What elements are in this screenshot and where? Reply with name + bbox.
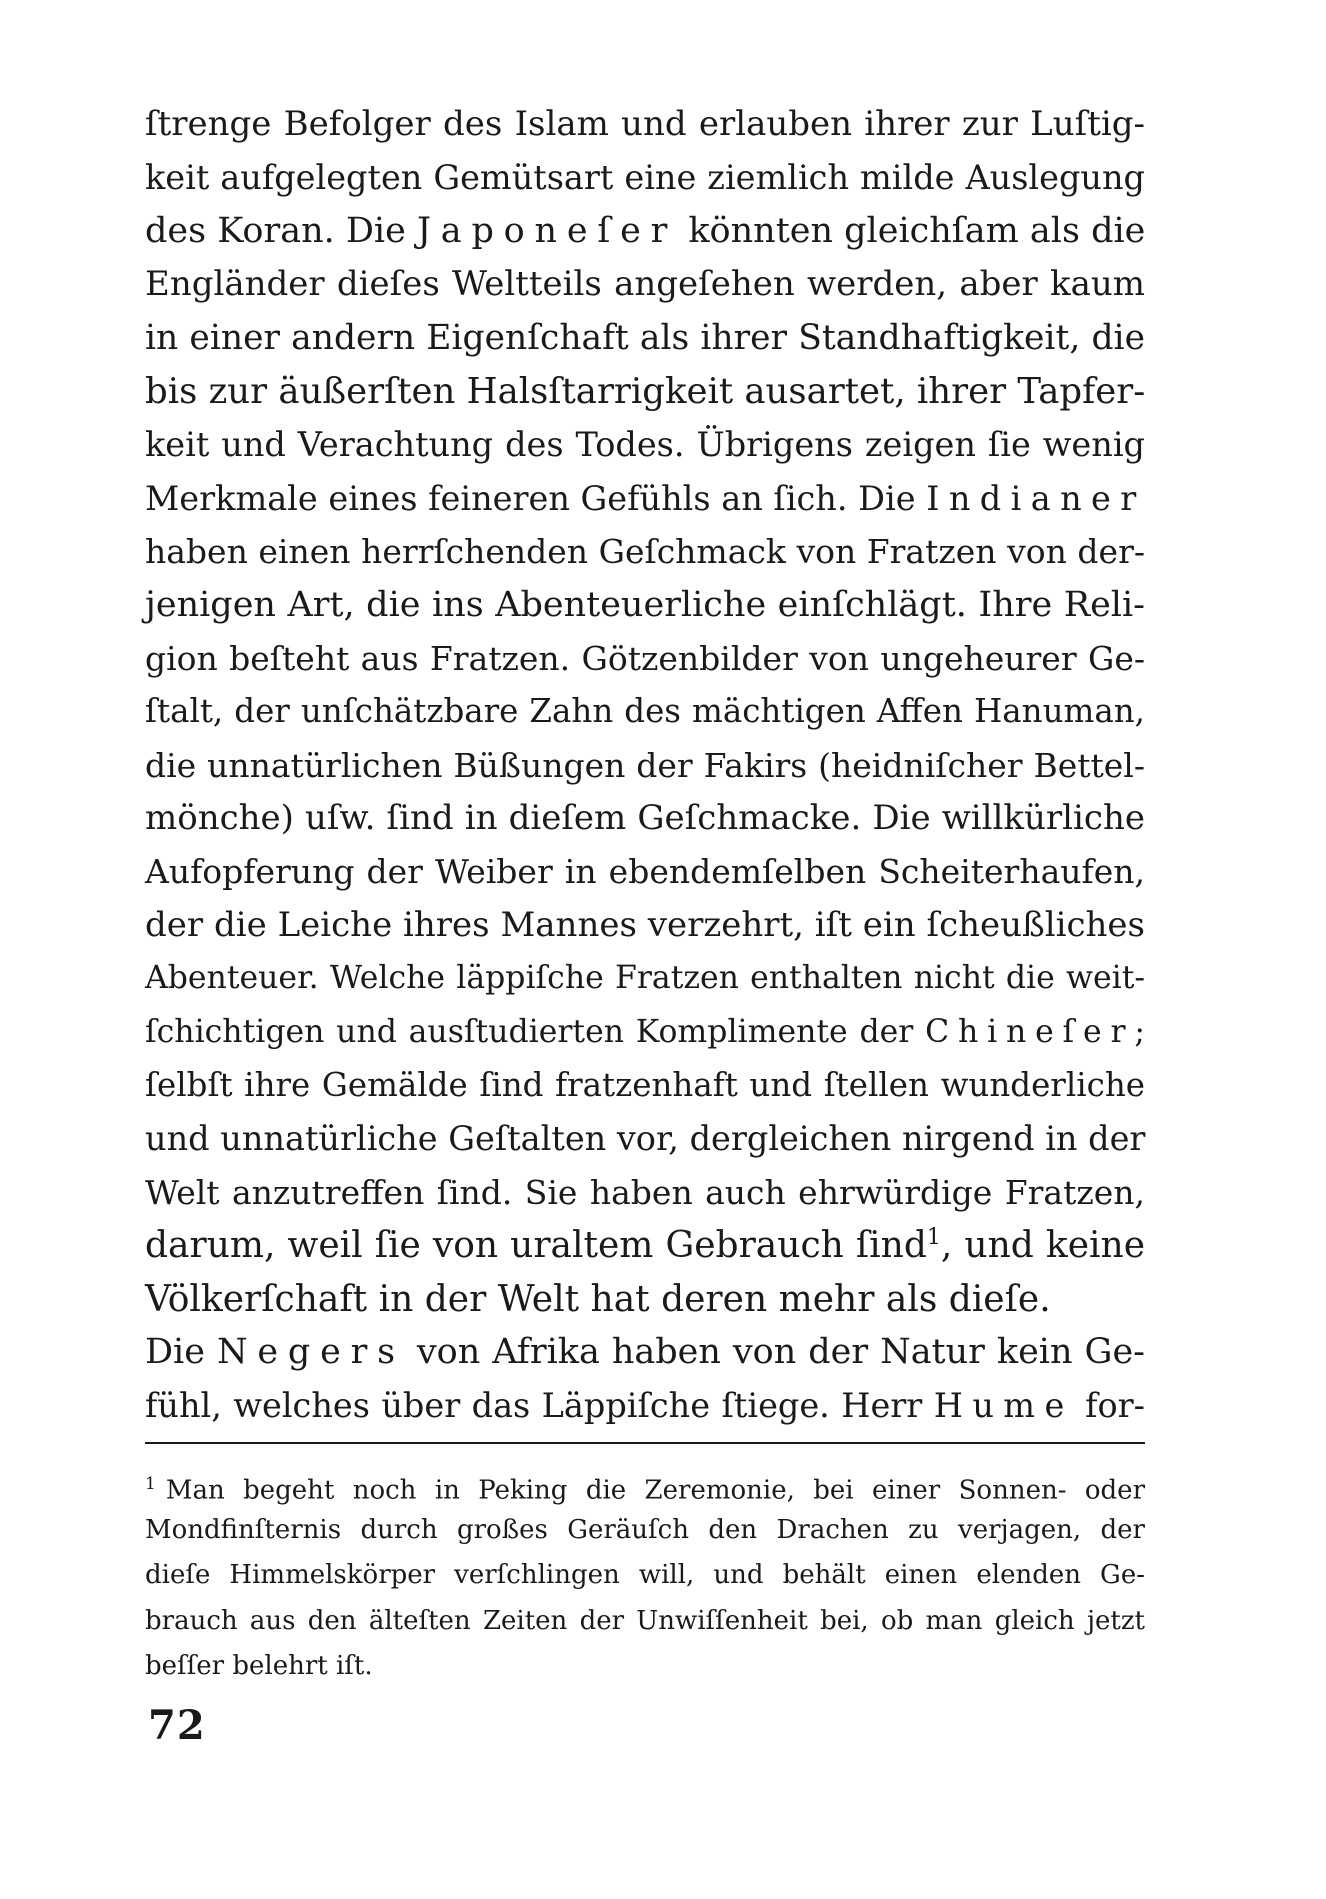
text-line: und unnatürliche Geſtalten vor, dergleichen nirgend in der [145, 1119, 1146, 1159]
text-line: Welt anzutreffen ſind. Sie haben auch ehrwürdige Fratzen, [145, 1172, 1145, 1212]
text-line: bis zur äußerſten Halsſtarrigkeit ausartet, ihrer Tapfer- [145, 370, 1146, 412]
footnote-reference: 1 [926, 1225, 941, 1251]
text-line: keit und Verachtung des Todes. Übrigens zeigen ſie wenig [145, 425, 1145, 465]
text-line: ſelbſt ihre Gemälde ſind fratzenhaft und ſtellen wunderliche [145, 1066, 1145, 1105]
text-line: jenigen Art, die ins Abenteuerliche einſchlägt. Ihre Reli- [145, 584, 1145, 625]
footnote-line: beſſer belehrt iſt. [145, 1651, 373, 1681]
page-number: 72 [148, 1702, 206, 1749]
text-line: fühl, welches über das Läppiſche ſtiege. Herr Hume for- [145, 1386, 1145, 1426]
text-line: mönche) uſw. ſind in dieſem Geſchmacke. Die willkürliche [145, 798, 1145, 839]
footnote-divider [145, 1442, 1145, 1444]
text-line: ſtalt, der unſchätzbare Zahn des mächtigen Affen Hanuman, [145, 692, 1145, 731]
text-line: Aufopferung der Weiber in ebendemſelben Scheiterhaufen, [145, 852, 1145, 892]
text-line: Völkerſchaft in der Welt hat deren mehr als dieſe. [145, 1278, 1051, 1320]
text-line: Engländer dieſes Weltteils angeſehen werden, aber kaum [145, 264, 1145, 305]
text-line: der die Leiche ihres Mannes verzehrt, iſt ein ſcheußliches [145, 904, 1145, 945]
footnote-marker: 1 [145, 1474, 156, 1494]
text-line: darum, weil ſie von uraltem Gebrauch ſind$^1$, und keine [145, 1225, 1145, 1267]
spaced-term: Indianer [926, 478, 1146, 518]
text-line: haben einen herrſchenden Geſchmack von Fratzen von der- [145, 532, 1145, 572]
spaced-term: Hume [933, 1386, 1074, 1426]
text-line: Abenteuer. Welche läppiſche Fratzen enthalten nicht die weit- [145, 960, 1145, 997]
text-line: ſchichtigen und ausſtudierten Komplimente der Chineſer; [145, 1013, 1145, 1050]
spaced-term: Negers [216, 1331, 405, 1372]
text-line: Die Negers von Afrika haben von der Natur kein Ge- [145, 1331, 1146, 1372]
footnote-line: $^1$ Man begeht noch in Peking die Zeremonie, bei einer Sonnen- oder [145, 1474, 1145, 1506]
footnote-line: Mondfinſternis durch großes Geräuſch den Drachen zu verjagen, der [145, 1514, 1145, 1545]
text-line: ſtrenge Befolger des Islam und erlauben ihrer zur Luſtig- [145, 104, 1145, 144]
footnote-line: dieſe Himmelskörper verſchlingen will, und behält einen elenden Ge- [145, 1560, 1145, 1590]
text-line: des Koran. Die Japoneſer könnten gleichſam als die [145, 210, 1146, 251]
text-line: die unnatürlichen Büßungen der Fakirs (heidniſcher Bettel- [145, 745, 1145, 785]
footnote-line: brauch aus den älteſten Zeiten der Unwiſſenheit bei, ob man gleich jetzt [145, 1605, 1145, 1636]
spaced-term: Japoneſer [416, 210, 678, 251]
text-line: in einer andern Eigenſchaft als ihrer Standhaftigkeit, die [145, 317, 1145, 358]
text-line: keit aufgelegten Gemütsart eine ziemlich milde Auslegung [145, 158, 1145, 198]
text-line: Merkmale eines feineren Gefühls an ſich. Die Indianer [145, 478, 1146, 518]
text-line: gion beſteht aus Fratzen. Götzenbilder von ungeheurer Ge- [145, 638, 1145, 678]
spaced-term: Chineſer [925, 1013, 1135, 1050]
footnote [145, 1462, 1145, 1690]
body-text [145, 98, 1145, 1433]
